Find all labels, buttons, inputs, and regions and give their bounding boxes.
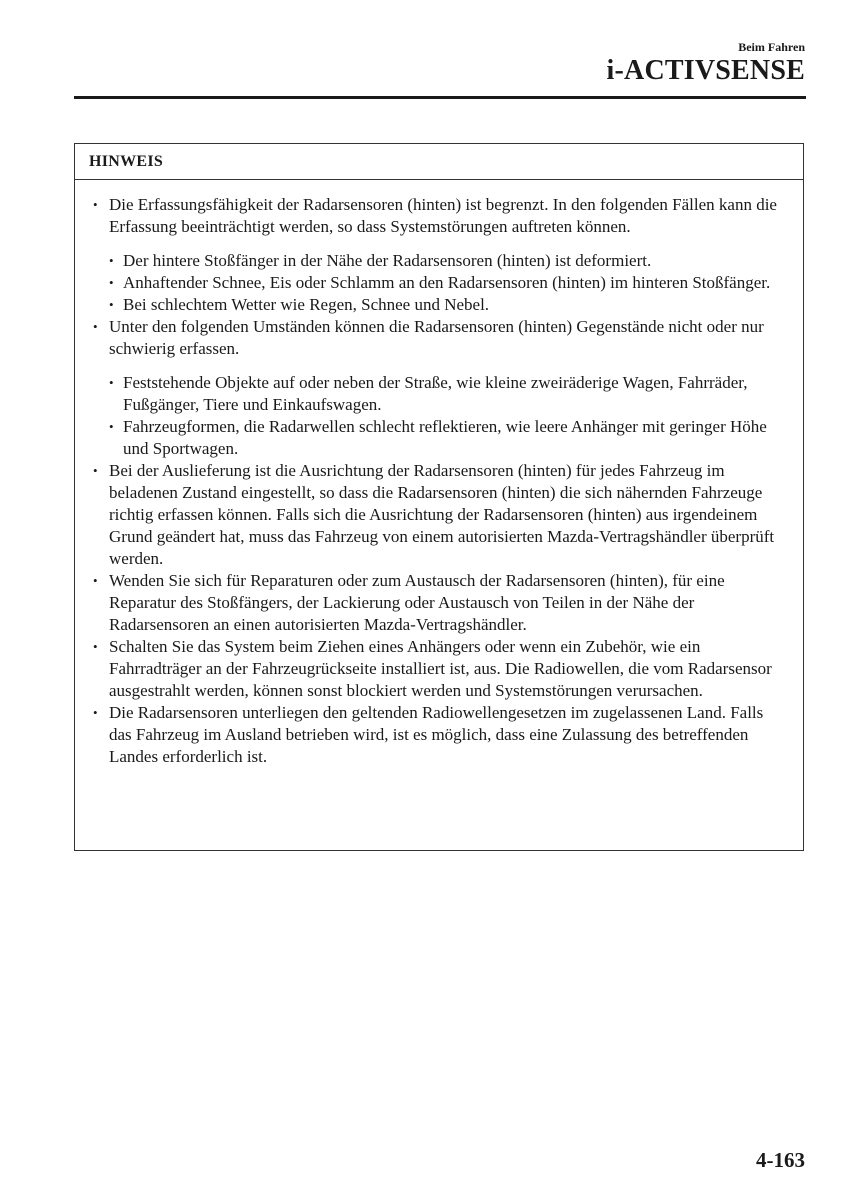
note-subitem: [107, 272, 783, 294]
bullet-icon: •: [109, 253, 114, 268]
note-list-item: [89, 460, 783, 570]
note-subitem: [107, 416, 783, 460]
section-label: Beim Fahren: [738, 40, 805, 54]
bullet-icon: •: [93, 705, 98, 720]
page-number: 4-163: [756, 1148, 805, 1172]
note-item-text: Schalten Sie das System beim Ziehen eines Anhängers oder wenn ein Zubehör, wie ein Fahrradträger an der Fahrzeugrückseite installiert ist, aus. Die Radiowellen, die vom Radarsensor ausgestrahlt werden, können sonst blockiert werden und Systemstörungen verursachen.: [109, 637, 772, 700]
note-subitem: [107, 294, 783, 316]
note-list-item: [89, 570, 783, 636]
note-subitem-text: Bei schlechtem Wetter wie Regen, Schnee und Nebel.: [123, 295, 490, 314]
note-subitem-text: Fahrzeugformen, die Radarwellen schlecht reflektieren, wie leere Anhänger mit geringer Höhe und Sportwagen.: [123, 417, 767, 458]
bullet-icon: •: [93, 197, 98, 212]
note-box: [74, 143, 804, 851]
note-sublist: [107, 372, 783, 460]
note-subitem: [107, 250, 783, 272]
note-list-item: [89, 194, 783, 238]
note-item-text: Wenden Sie sich für Reparaturen oder zum Austausch der Radarsensoren (hinten), für eine Reparatur des Stoßfängers, der Lackierung oder Austausch von Teilen in der Nähe der Radarsensoren an einen autorisierten Mazda-Vertragshändler.: [109, 571, 725, 634]
note-subitem-text: Anhaftender Schnee, Eis oder Schlamm an den Radarsensoren (hinten) im hinteren Stoßfänger.: [123, 273, 771, 292]
note-item-text: Die Radarsensoren unterliegen den geltenden Radiowellengesetzen im zugelassenen Land. Falls das Fahrzeug im Ausland betrieben wird, ist es möglich, dass eine Zulassung des betreffenden Landes erforderlich ist.: [109, 703, 764, 766]
bullet-icon: •: [109, 375, 114, 390]
note-body: [75, 180, 803, 768]
note-sublist: [107, 250, 783, 316]
note-item-text: Die Erfassungsfähigkeit der Radarsensoren (hinten) ist begrenzt. In den folgenden Fällen kann die Erfassung beeinträchtigt werden, so dass Systemstörungen auftreten können.: [109, 195, 777, 236]
bullet-icon: •: [109, 275, 114, 290]
note-heading: HINWEIS: [75, 144, 803, 180]
bullet-icon: •: [93, 463, 98, 478]
note-list-item: [89, 636, 783, 702]
bullet-icon: •: [109, 297, 114, 312]
note-list-item: [89, 702, 783, 768]
note-item-text: Unter den folgenden Umständen können die Radarsensoren (hinten) Gegenstände nicht oder nur schwierig erfassen.: [109, 317, 764, 358]
note-subitem-text: Der hintere Stoßfänger in der Nähe der Radarsensoren (hinten) ist deformiert.: [123, 251, 652, 270]
bullet-icon: •: [109, 419, 114, 434]
bullet-icon: •: [93, 319, 98, 334]
note-subitem: [107, 372, 783, 416]
bullet-icon: •: [93, 573, 98, 588]
note-item-text: Bei der Auslieferung ist die Ausrichtung der Radarsensoren (hinten) für jedes Fahrzeug im beladenen Zustand eingestellt, so dass die Radarsensoren (hinten) die sich nähernden Fahrzeuge richtig erfassen können. Falls sich die Ausrichtung der Radarsensoren (hinten) aus irgendeinem Grund geändert hat, muss das Fahrzeug von einem autorisierten Mazda-Vertragshändler überprüft werden.: [109, 461, 775, 568]
note-list-item: [89, 316, 783, 360]
header-divider: [74, 96, 806, 99]
page-title: i-ACTIVSENSE: [606, 55, 805, 86]
bullet-icon: •: [93, 639, 98, 654]
note-subitem-text: Feststehende Objekte auf oder neben der Straße, wie kleine zweiräderige Wagen, Fahrräder, Fußgänger, Tiere und Einkaufswagen.: [123, 373, 748, 414]
